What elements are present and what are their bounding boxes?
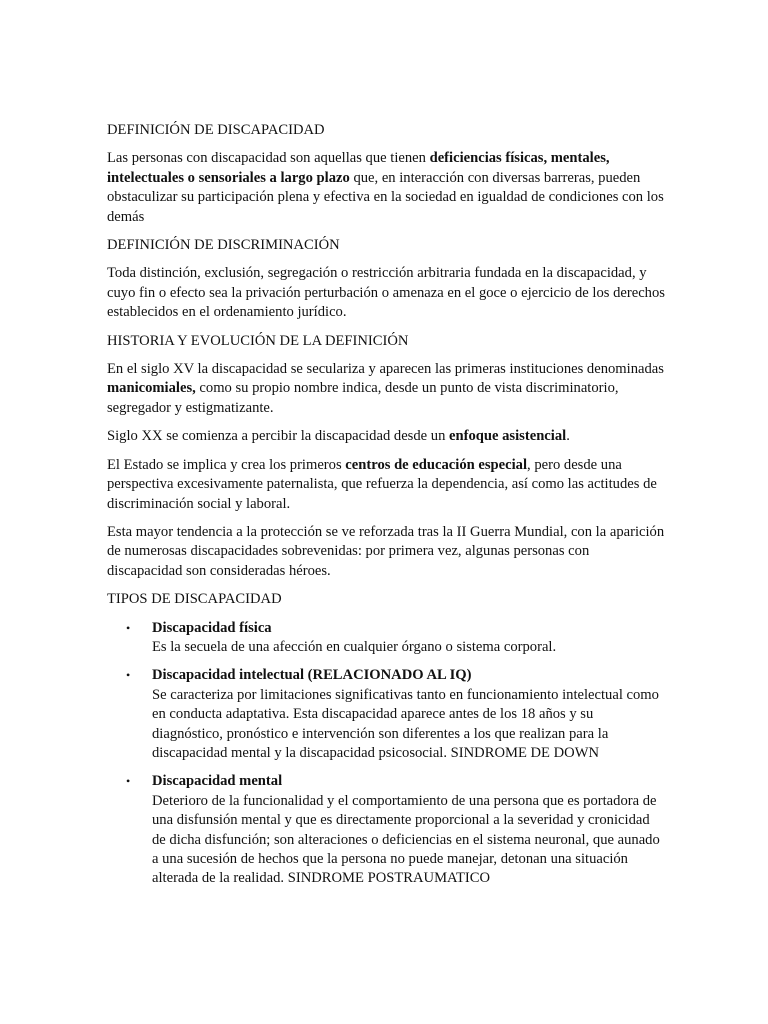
document-page — [107, 121, 667, 898]
list-item — [107, 619, 667, 658]
paragraph-historia-siglo-xx — [107, 427, 667, 446]
list-item-title: Discapacidad intelectual (RELACIONADO AL IQ) — [152, 667, 472, 684]
heading-definicion-discriminacion: DEFINICIÓN DE DISCRIMINACIÓN — [107, 237, 340, 254]
text-run: . — [566, 428, 570, 445]
list-item-description: Deterioro de la funcionalidad y el comportamiento de una persona que es portadora de una disfunsión mental y que es directamente proporcional a la severidad y cronicidad de dicha disfunción; son alteraciones o deficiencias en el sistema neuronal, que aunado a una sucesión de hechos que la persona no puede manejar, detonan una situación alterada de la realidad. SINDROME POSTRAUMATICO — [152, 792, 660, 887]
bullet-icon: • — [126, 774, 131, 789]
types-list — [107, 619, 667, 889]
text-run: En el siglo XV la discapacidad se seculariza y aparecen las primeras instituciones denominadas — [107, 361, 664, 378]
heading-tipos-discapacidad: TIPOS DE DISCAPACIDAD — [107, 591, 282, 608]
text-run: El Estado se implica y crea los primeros — [107, 456, 346, 473]
paragraph-definicion-discapacidad — [107, 149, 667, 227]
paragraph-historia-siglo-xv — [107, 360, 667, 418]
list-item-description: Es la secuela de una afección en cualquier órgano o sistema corporal. — [152, 638, 557, 655]
bullet-icon: • — [126, 620, 131, 635]
list-item-description: Se caracteriza por limitaciones significativas tanto en funcionamiento intelectual como en conducta adaptativa. Esta discapacidad aparece antes de los 18 años y su diagnóstico, pronóstico e intervención son diferentes a los que realizan para la discapacidad mental y la discapacidad psicosocial. SINDROME DE DOWN — [152, 686, 659, 761]
paragraph-historia-guerra: Esta mayor tendencia a la protección se ve reforzada tras la II Guerra Mundial, con la aparición de numerosas discapacidades sobrevenidas: por primera vez, algunas personas con discapacidad son consideradas héroes. — [107, 523, 665, 579]
text-run: , pero desde una perspectiva excesivamente paternalista, que refuerza la dependencia, así como las actitudes de discriminación social y laboral. — [107, 456, 657, 512]
bold-text-run: enfoque asistencial — [449, 428, 567, 445]
paragraph-historia-estado — [107, 456, 667, 514]
heading-definicion-discapacidad: DEFINICIÓN DE DISCAPACIDAD — [107, 122, 325, 138]
bold-text-run: centros de educación especial — [345, 456, 528, 473]
list-item-title: Discapacidad mental — [152, 773, 283, 790]
text-run: Las personas con discapacidad son aquellas que tienen — [107, 150, 430, 167]
heading-historia: HISTORIA Y EVOLUCIÓN DE LA DEFINICIÓN — [107, 332, 409, 349]
list-item — [107, 772, 667, 888]
text-run: Siglo XX se comienza a percibir la discapacidad desde un — [107, 428, 450, 445]
bullet-icon: • — [126, 668, 131, 683]
text-run: como su propio nombre indica, desde un punto de vista discriminatorio, segregador y estigmatizante. — [107, 380, 619, 416]
bold-text-run: manicomiales, — [107, 380, 196, 397]
paragraph-definicion-discriminacion: Toda distinción, exclusión, segregación o restricción arbitraria fundada en la discapacidad, y cuyo fin o efecto sea la privación perturbación o amenaza en el goce o ejercicio de los derechos establecidos en el ordenamiento jurídico. — [107, 265, 665, 321]
list-item — [107, 666, 667, 763]
text-run: que, en interacción con diversas barreras, pueden obstaculizar su participación plena y efectiva en la sociedad en igualdad de condiciones con los demás — [107, 169, 664, 225]
list-item-title: Discapacidad física — [152, 619, 272, 636]
bold-text-run: deficiencias físicas, mentales, intelectuales o sensoriales a largo plazo — [107, 150, 610, 186]
